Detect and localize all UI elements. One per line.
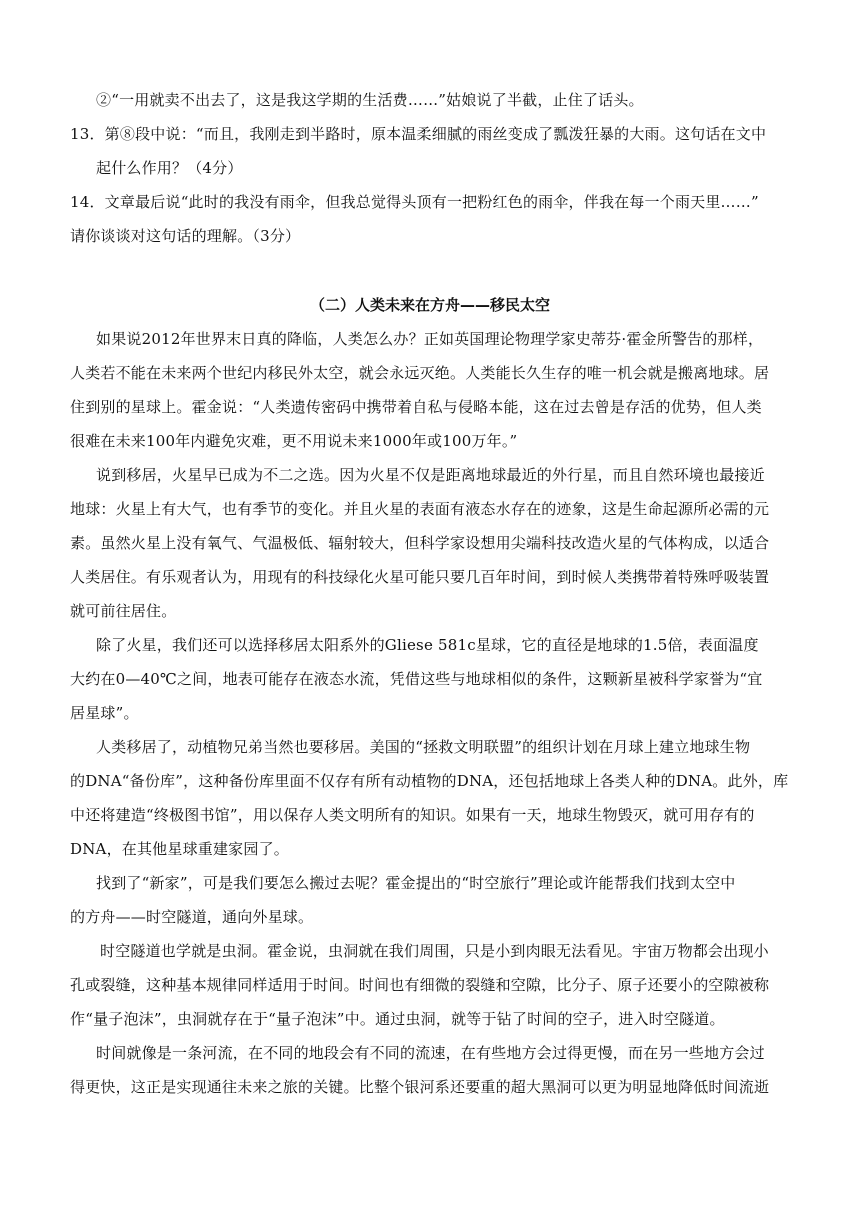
article-line: 人类居住。有乐观者认为，用现有的科技绿化火星可能只要几百年时间，到时候人类携带着特殊呼吸装置 — [70, 568, 770, 586]
article-line: 地球：火星上有大气，也有季节的变化。并且火星的表面有液态水存在的迹象，这是生命起源所必需的元 — [70, 500, 770, 518]
question-14-line-1: 14．文章最后说“此时的我没有雨伞，但我总觉得头顶有一把粉红色的雨伞，伴我在每一个雨天里……” — [70, 193, 759, 211]
article-line: 说到移居，火星早已成为不二之选。因为火星不仅是距离地球最近的外行星，而且自然环境也最接近 — [96, 466, 765, 484]
question-12-item-2: ②“一用就卖不出去了，这是我这学期的生活费……”姑娘说了半截，止住了话头。 — [96, 91, 644, 109]
article-line: 如果说2012年世界末日真的降临，人类怎么办？正如英国理论物理学家史蒂芬·霍金所警告的那样， — [96, 330, 764, 348]
article-line: 时间就像是一条河流，在不同的地段会有不同的流速，在有些地方会过得更慢，而在另一些地方会过 — [96, 1044, 765, 1062]
article-line: 作“量子泡沫”，虫洞就存在于“量子泡沫”中。通过虫洞，就等于钻了时间的空子，进入时空隧道。 — [70, 1010, 725, 1028]
article-line: 的方舟——时空隧道，通向外星球。 — [70, 908, 314, 926]
article-line: 中还将建造“终极图书馆”，用以保存人类文明所有的知识。如果有一天，地球生物毁灭，就可用存有的 — [70, 806, 755, 824]
question-14-line-2: 请你谈谈对这句话的理解。（3分） — [70, 227, 301, 245]
article-title: （二）人类未来在方舟——移民太空 — [309, 296, 550, 314]
article-line: 除了火星，我们还可以选择移居太阳系外的Gliese 581c星球，它的直径是地球的1.5倍，表面温度 — [96, 636, 759, 654]
article-line: 就可前往居住。 — [70, 602, 177, 620]
article-line: 的DNA“备份库”，这种备份库里面不仅存有所有动植物的DNA，还包括地球上各类人种的DNA。此外，库 — [70, 772, 789, 790]
article-line: 住到别的星球上。霍金说：“人类遗传密码中携带着自私与侵略本能，这在过去曾是存活的优势，但人类 — [70, 398, 762, 416]
article-line: 大约在0—40℃之间，地表可能存在液态水流，凭借这些与地球相似的条件，这颗新星被科学家誉为“宜 — [70, 670, 763, 688]
article-line: 得更快，这正是实现通往未来之旅的关键。比整个银河系还要重的超大黑洞可以更为明显地降低时间流逝 — [70, 1078, 770, 1096]
article-line: DNA，在其他星球重建家园了。 — [70, 840, 289, 858]
article-line: 很难在未来100年内避免灾难，更不用说未来1000年或100万年。” — [70, 432, 518, 450]
article-line: 时空隧道也学就是虫洞。霍金说，虫洞就在我们周围，只是小到肉眼无法看见。宇宙万物都会出现小 — [100, 942, 769, 960]
article-line: 孔或裂缝，这种基本规律同样适用于时间。时间也有细微的裂缝和空隙，比分子、原子还要小的空隙被称 — [70, 976, 770, 994]
article-line: 找到了“新家”，可是我们要怎么搬过去呢？霍金提出的“时空旅行”理论或许能帮我们找到太空中 — [96, 874, 736, 892]
article-line: 人类移居了，动植物兄弟当然也要移居。美国的“拯救文明联盟”的组织计划在月球上建立地球生物 — [96, 738, 751, 756]
article-line: 人类若不能在未来两个世纪内移民外太空，就会永远灭绝。人类能长久生存的唯一机会就是搬离地球。居 — [70, 364, 770, 382]
article-line: 素。虽然火星上没有氧气、气温极低、辐射较大，但科学家设想用尖端科技改造火星的气体构成，以适合 — [70, 534, 770, 552]
article-line: 居星球”。 — [70, 704, 139, 722]
question-13-line-1: 13．第⑧段中说：“而且，我刚走到半路时，原本温柔细腻的雨丝变成了瓢泼狂暴的大雨。这句话在文中 — [70, 125, 767, 143]
question-13-line-2: 起什么作用？（4分） — [96, 159, 243, 177]
